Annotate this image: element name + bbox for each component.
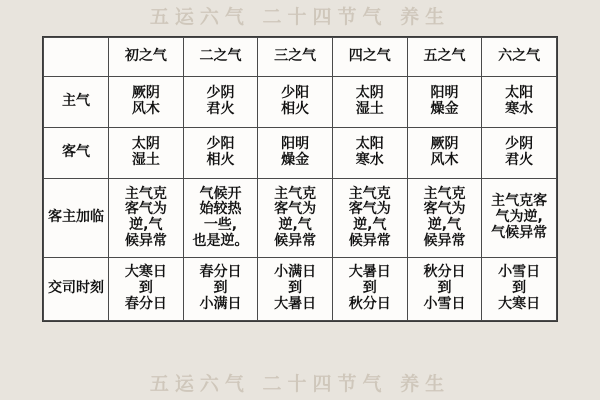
- cell-main-qi-3: [258, 77, 333, 128]
- cell-line: 客气为: [423, 201, 466, 218]
- cell-line: 厥阴: [430, 136, 459, 153]
- background-text-bottom: 五运六气 二十四节气 养生: [149, 373, 451, 395]
- column-header-3: 三之气: [258, 38, 333, 77]
- cell-line: 客气为: [348, 201, 391, 218]
- cell-main-qi-6: [482, 77, 557, 128]
- table-header-row: [44, 38, 557, 77]
- cell-main-qi-1: [109, 77, 184, 128]
- cell-line: 燥金: [430, 101, 459, 117]
- cell-time-6: [482, 258, 557, 321]
- table-row: [44, 258, 557, 321]
- cell-line: 太阴: [355, 85, 384, 102]
- cell-overlay-1: [109, 179, 184, 258]
- cell-line: 逆,气: [129, 217, 163, 233]
- cell-overlay-4: [332, 179, 407, 258]
- cell-line: 到: [362, 280, 377, 297]
- cell-line: 太阴: [131, 136, 160, 153]
- cell-line: 候异常: [124, 232, 167, 249]
- cell-line: 逆,气: [353, 217, 387, 233]
- column-header-6: 六之气: [482, 38, 557, 77]
- cell-line: 阳明: [430, 85, 459, 102]
- cell-line: 厥阴: [131, 85, 160, 102]
- cell-line: 候异常: [423, 232, 466, 249]
- cell-line: 风木: [131, 101, 160, 117]
- cell-line: 始较热: [199, 201, 242, 218]
- cell-guest-qi-2: [183, 128, 258, 179]
- cell-line: 候异常: [274, 232, 317, 249]
- cell-line: 也是逆。: [192, 232, 249, 249]
- cell-line: 客气为: [274, 201, 317, 218]
- cell-line: 少阴: [206, 85, 235, 102]
- cell-overlay-5: [407, 179, 482, 258]
- cell-line: 君火: [505, 152, 534, 168]
- cell-guest-qi-6: [482, 128, 557, 179]
- table-row: [44, 128, 557, 179]
- cell-line: 大寒日: [498, 295, 541, 312]
- cell-line: 阳明: [281, 136, 310, 153]
- row-header-guest-host-overlay: 客主加临: [44, 179, 109, 258]
- cell-overlay-3: [258, 179, 333, 258]
- row-header-guest-qi: 客气: [44, 128, 109, 179]
- cell-time-5: [407, 258, 482, 321]
- cell-line: 风木: [430, 152, 459, 168]
- cell-line: 燥金: [281, 152, 310, 168]
- cell-line: 到: [288, 280, 303, 297]
- cell-line: 小满日: [274, 264, 317, 281]
- cell-line: 候异常: [348, 232, 391, 249]
- cell-line: 到: [213, 280, 228, 297]
- cell-line: 寒水: [505, 101, 534, 117]
- cell-line: 少阳: [206, 136, 235, 153]
- cell-line: 气候开: [199, 185, 242, 202]
- cell-line: 到: [138, 280, 153, 297]
- cell-time-2: [183, 258, 258, 321]
- cell-line: 大寒日: [124, 264, 167, 281]
- cell-line: 太阳: [355, 136, 384, 153]
- cell-guest-qi-1: [109, 128, 184, 179]
- cell-guest-qi-5: [407, 128, 482, 179]
- column-header-2: 二之气: [183, 38, 258, 77]
- cell-line: 秋分日: [423, 264, 466, 281]
- cell-main-qi-5: [407, 77, 482, 128]
- cell-line: 主气克: [348, 185, 391, 202]
- six-qi-table-container: [42, 36, 558, 322]
- cell-line: 客气为: [124, 201, 167, 218]
- cell-line: 逆,气: [427, 217, 462, 233]
- cell-line: 相火: [281, 101, 310, 117]
- cell-line: 寒水: [355, 152, 384, 168]
- cell-line: 湿土: [355, 101, 384, 117]
- six-qi-table: [43, 37, 557, 321]
- cell-line: 太阳: [505, 85, 534, 102]
- cell-line: 小雪日: [423, 295, 466, 312]
- cell-line: 到: [437, 280, 452, 297]
- cell-line: 气候异常: [491, 224, 548, 241]
- cell-line: 相火: [206, 152, 235, 168]
- cell-line: 一些,: [203, 217, 238, 233]
- cell-line: 小雪日: [498, 264, 541, 281]
- column-header-4: 四之气: [332, 38, 407, 77]
- cell-main-qi-4: [332, 77, 407, 128]
- row-header-main-qi: 主气: [44, 77, 109, 128]
- cell-line: 主气克: [124, 185, 167, 202]
- cell-line: 春分日: [124, 295, 167, 312]
- cell-line: 主气克: [423, 185, 466, 202]
- cell-line: 大暑日: [348, 264, 391, 281]
- background-text-top: 五运六气 二十四节气 养生: [149, 6, 451, 28]
- cell-time-4: [332, 258, 407, 321]
- cell-guest-qi-3: [258, 128, 333, 179]
- column-header-1: 初之气: [109, 38, 184, 77]
- table-row: [44, 77, 557, 128]
- cell-time-1: [109, 258, 184, 321]
- cell-guest-qi-4: [332, 128, 407, 179]
- cell-line: 小满日: [199, 295, 242, 312]
- cell-line: 大暑日: [274, 295, 317, 312]
- column-header-5: 五之气: [407, 38, 482, 77]
- cell-line: 逆,气: [278, 217, 312, 233]
- table-row: [44, 179, 557, 258]
- row-header-transition-time: 交司时刻: [44, 258, 109, 321]
- cell-line: 秋分日: [348, 295, 391, 312]
- cell-line: 主气克客: [491, 193, 548, 210]
- cell-line: 君火: [206, 101, 235, 117]
- table-corner-cell: [44, 38, 109, 77]
- cell-overlay-2: [183, 179, 258, 258]
- cell-line: 主气克: [274, 185, 317, 202]
- cell-main-qi-2: [183, 77, 258, 128]
- cell-overlay-6: [482, 179, 557, 258]
- cell-line: 气为逆,: [495, 209, 543, 226]
- cell-line: 少阳: [281, 85, 310, 102]
- cell-line: 湿土: [131, 152, 160, 168]
- cell-line: 少阴: [505, 136, 534, 153]
- cell-line: 到: [512, 280, 527, 297]
- cell-time-3: [258, 258, 333, 321]
- cell-line: 春分日: [199, 264, 242, 281]
